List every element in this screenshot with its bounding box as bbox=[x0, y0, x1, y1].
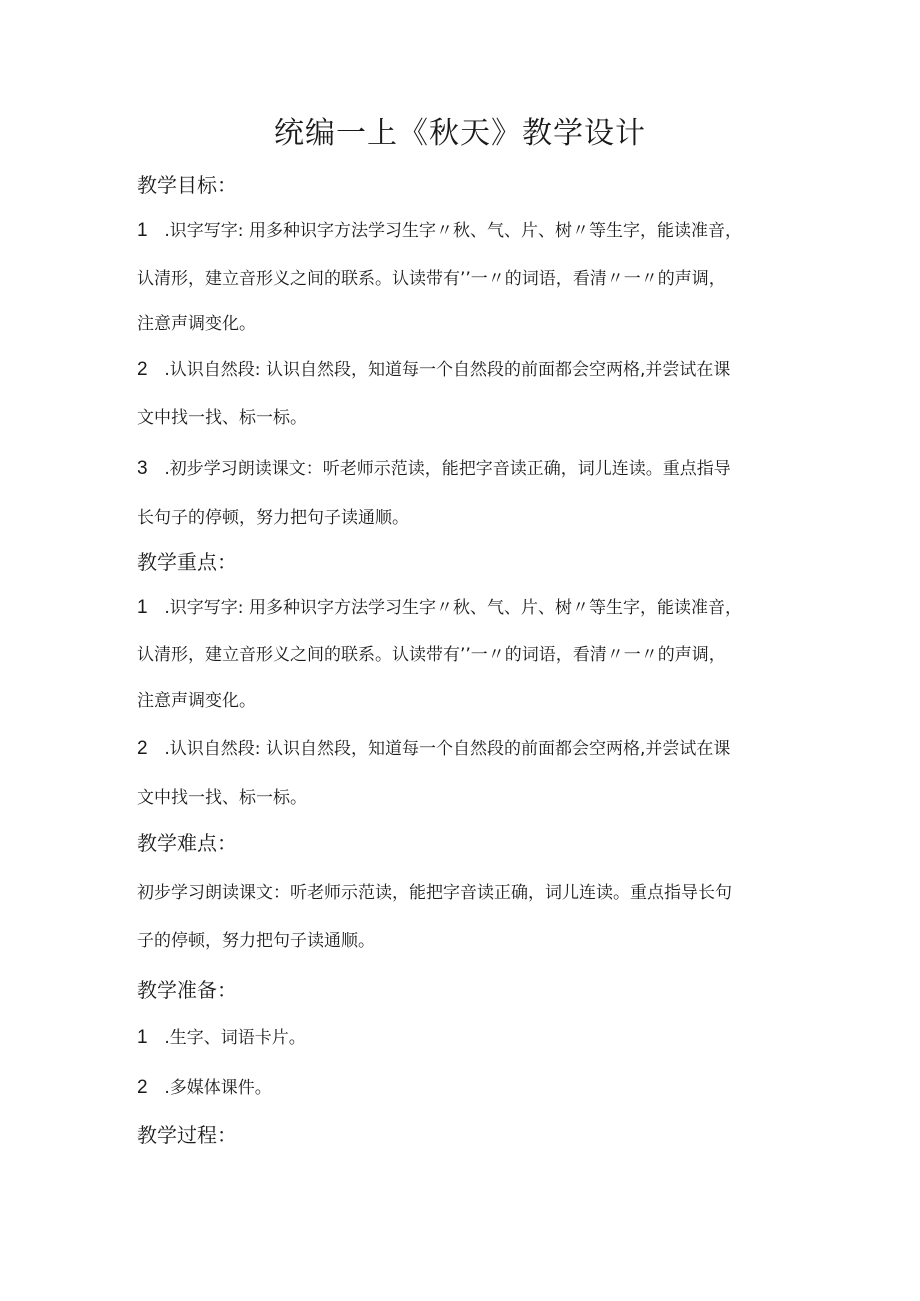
difficulty-line-2: 子的停顿，努力把句子读通顺。 bbox=[137, 931, 375, 951]
goal-3-number: 3 bbox=[137, 458, 148, 479]
goal-1-text: .识字写字: 用多种识字方法学习生字〃秋、气、片、树〃等生字，能读准音， bbox=[159, 221, 742, 241]
preparation-2-number: 2 bbox=[137, 1077, 148, 1098]
key-point-2-text: .认识自然段: 认识自然段，知道每一个自然段的前面都会空两格,并尝试在课 bbox=[159, 739, 731, 759]
key-point-2-line-1 bbox=[137, 736, 730, 762]
key-point-1-text: .识字写字: 用多种识字方法学习生字〃秋、气、片、树〃等生字，能读准音， bbox=[159, 598, 742, 618]
goal-1-line-2: 认清形，建立音形义之间的联系。认读带有’’一〃的词语，看清〃一〃的声调， bbox=[137, 269, 726, 289]
section-heading-preparation: 教学准备： bbox=[137, 978, 237, 1002]
preparation-1 bbox=[137, 1025, 306, 1051]
difficulty-line-1: 初步学习朗读课文：听老师示范读，能把字音读正确，词儿连读。重点指导长句 bbox=[137, 883, 732, 903]
goal-2-text: .认识自然段: 认识自然段，知道每一个自然段的前面都会空两格,并尝试在课 bbox=[159, 360, 731, 380]
goal-1-number: 1 bbox=[137, 220, 148, 241]
goal-1-line-3: 注意声调变化。 bbox=[137, 314, 256, 334]
preparation-2 bbox=[137, 1075, 272, 1101]
key-point-1-line-3: 注意声调变化。 bbox=[137, 691, 256, 711]
section-heading-key-points: 教学重点： bbox=[137, 550, 237, 574]
goal-2-line-2: 文中找一找、标一标。 bbox=[137, 408, 307, 428]
section-heading-process: 教学过程： bbox=[137, 1123, 237, 1147]
section-heading-difficulties: 教学难点： bbox=[137, 831, 237, 855]
goal-1-line-1 bbox=[137, 218, 742, 244]
goal-2-number: 2 bbox=[137, 359, 148, 380]
key-point-2-number: 2 bbox=[137, 738, 148, 759]
goal-3-text: .初步学习朗读课文：听老师示范读，能把字音读正确，词儿连读。重点指导 bbox=[159, 459, 731, 479]
key-point-1-number: 1 bbox=[137, 597, 148, 618]
goal-2-line-1 bbox=[137, 357, 730, 383]
key-point-1-line-1 bbox=[137, 595, 742, 621]
section-heading-goals: 教学目标： bbox=[137, 173, 237, 197]
key-point-1-line-2: 认清形，建立音形义之间的联系。认读带有’’一〃的词语，看清〃一〃的声调， bbox=[137, 645, 726, 665]
key-point-2-line-2: 文中找一找、标一标。 bbox=[137, 788, 307, 808]
preparation-1-text: .生字、词语卡片。 bbox=[159, 1028, 306, 1048]
goal-3-line-1 bbox=[137, 456, 731, 482]
goal-3-line-2: 长句子的停顿，努力把句子读通顺。 bbox=[137, 508, 409, 528]
preparation-1-number: 1 bbox=[137, 1027, 148, 1048]
document-title: 统编一上《秋天》教学设计 bbox=[274, 116, 646, 151]
preparation-2-text: .多媒体课件。 bbox=[159, 1078, 272, 1098]
